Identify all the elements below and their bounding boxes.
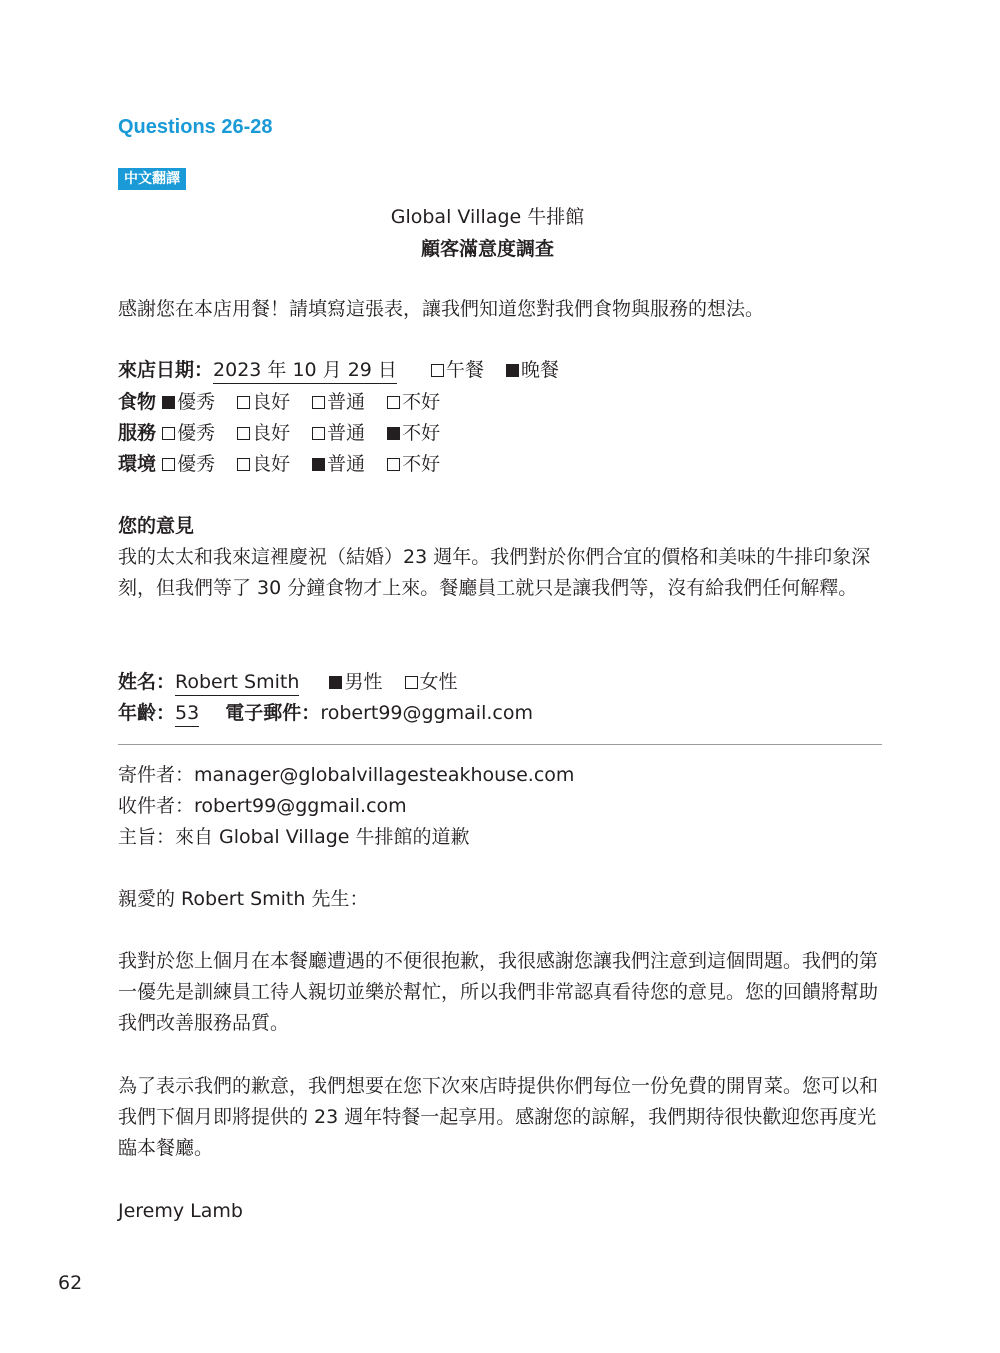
checkbox-option xyxy=(431,357,484,383)
checkbox-option xyxy=(312,389,365,415)
comments-label: 您的意見 xyxy=(118,515,195,537)
checked-box-icon xyxy=(312,458,325,471)
unchecked-box-icon xyxy=(312,427,325,440)
rating-row-environment xyxy=(118,451,462,477)
option-label: 女性 xyxy=(419,671,458,693)
email-to: 收件者：robert99@ggmail.com xyxy=(118,795,407,817)
option-label: 良好 xyxy=(252,453,291,475)
checkbox-option xyxy=(405,669,458,695)
visit-label: 來店日期： xyxy=(118,359,214,381)
rating-label: 食物 xyxy=(118,391,157,413)
option-label: 普通 xyxy=(327,391,366,413)
age-label: 年齡： xyxy=(118,702,176,724)
checkbox-option xyxy=(162,451,215,477)
unchecked-box-icon xyxy=(387,458,400,471)
option-label: 不好 xyxy=(402,422,441,444)
checkbox-option xyxy=(506,357,559,383)
checked-box-icon xyxy=(387,427,400,440)
email-subject: 主旨：來自 Global Village 牛排館的道歉 xyxy=(118,826,470,848)
survey-intro: 感謝您在本店用餐！請填寫這張表，讓我們知道您對我們食物與服務的想法。 xyxy=(118,298,765,320)
rating-row-service xyxy=(118,420,462,446)
name-label: 姓名： xyxy=(118,671,176,693)
option-label: 良好 xyxy=(252,422,291,444)
comments-text: 我的太太和我來這裡慶祝（結婚）23 週年。我們對於你們合宜的價格和美味的牛排印象深刻，但我們等了 30 分鐘食物才上來。餐廳員工就只是讓我們等，沒有給我們任何解釋。 xyxy=(118,546,871,599)
email-signature: Jeremy Lamb xyxy=(118,1200,243,1222)
checkbox-option xyxy=(162,420,215,446)
divider xyxy=(118,744,882,745)
name-row xyxy=(118,669,480,695)
rating-row-food xyxy=(118,389,462,415)
email-label: 電子郵件： xyxy=(225,702,321,724)
unchecked-box-icon xyxy=(237,458,250,471)
option-label: 男性 xyxy=(344,671,383,693)
option-label: 普通 xyxy=(327,453,366,475)
option-label: 不好 xyxy=(402,391,441,413)
option-label: 午餐 xyxy=(446,359,485,381)
unchecked-box-icon xyxy=(312,396,325,409)
checkbox-option xyxy=(237,389,290,415)
survey-title: Global Village 牛排館 xyxy=(390,206,585,228)
unchecked-box-icon xyxy=(237,396,250,409)
rating-label: 環境 xyxy=(118,453,157,475)
option-label: 不好 xyxy=(402,453,441,475)
unchecked-box-icon xyxy=(387,396,400,409)
checkbox-option xyxy=(387,451,440,477)
checkbox-option xyxy=(329,669,382,695)
email-paragraph-1: 我對於您上個月在本餐廳遭遇的不便很抱歉，我很感謝您讓我們注意到這個問題。我們的第一優先是訓練員工待人親切並樂於幫忙，所以我們非常認真看待您的意見。您的回饋將幫助我們改善服務品質。 xyxy=(118,950,879,1034)
option-label: 優秀 xyxy=(177,391,216,413)
unchecked-box-icon xyxy=(431,364,444,377)
email-paragraph-2: 為了表示我們的歉意，我們想要在您下次來店時提供你們每位一份免費的開胃菜。您可以和我們下個月即將提供的 23 週年特餐一起享用。感謝您的諒解，我們期待很快歡迎您再度光臨本餐廳。 xyxy=(118,1075,879,1159)
checkbox-option xyxy=(237,420,290,446)
option-label: 優秀 xyxy=(177,422,216,444)
option-label: 普通 xyxy=(327,422,366,444)
age-email-row xyxy=(118,700,533,726)
checked-box-icon xyxy=(162,396,175,409)
email-salutation: 親愛的 Robert Smith 先生： xyxy=(118,888,369,910)
translation-badge: 中文翻譯 xyxy=(118,168,186,190)
checkbox-option xyxy=(387,389,440,415)
checkbox-option xyxy=(162,389,215,415)
email-from: 寄件者：manager@globalvillagesteakhouse.com xyxy=(118,764,575,786)
option-label: 良好 xyxy=(252,391,291,413)
unchecked-box-icon xyxy=(237,427,250,440)
section-title: Questions 26-28 xyxy=(118,116,273,138)
visit-row xyxy=(118,357,581,383)
rating-label: 服務 xyxy=(118,422,157,444)
checked-box-icon xyxy=(329,676,342,689)
checked-box-icon xyxy=(506,364,519,377)
page-number: 62 xyxy=(58,1272,83,1294)
survey-subtitle: 顧客滿意度調查 xyxy=(420,238,554,260)
gender-options xyxy=(329,671,479,693)
visit-date: 2023 年 10 月 29 日 xyxy=(213,359,397,384)
age-value: 53 xyxy=(175,702,199,727)
checkbox-option xyxy=(312,420,365,446)
checkbox-option xyxy=(237,451,290,477)
name-value: Robert Smith xyxy=(175,671,299,696)
unchecked-box-icon xyxy=(162,458,175,471)
email-value: robert99@ggmail.com xyxy=(320,702,533,724)
checkbox-option xyxy=(312,451,365,477)
meal-options xyxy=(431,359,581,381)
option-label: 晚餐 xyxy=(521,359,560,381)
option-label: 優秀 xyxy=(177,453,216,475)
checkbox-option xyxy=(387,420,440,446)
unchecked-box-icon xyxy=(405,676,418,689)
unchecked-box-icon xyxy=(162,427,175,440)
